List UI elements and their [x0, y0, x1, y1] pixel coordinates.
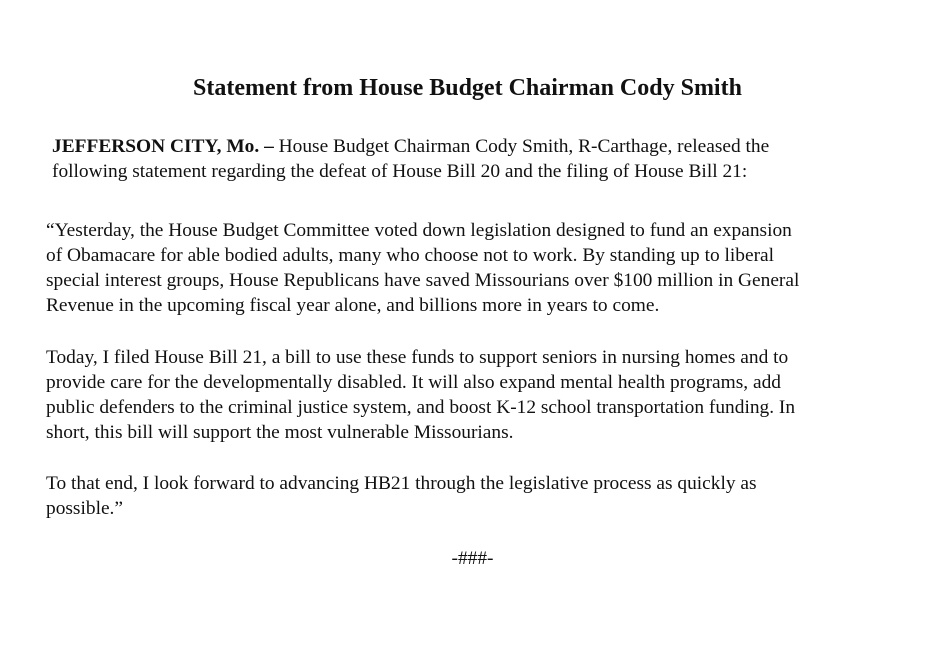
statement-paragraph-1: [46, 218, 916, 318]
paragraph-1-line: of Obamacare for able bodied adults, many who choose not to work. By standing up to liberal: [46, 245, 775, 266]
intro-line-2: following statement regarding the defeat of House Bill 20 and the filing of House Bill 21:: [52, 161, 748, 182]
dateline: JEFFERSON CITY, Mo. –: [52, 136, 274, 157]
intro-text-1: House Budget Chairman Cody Smith, R-Carthage, released the: [278, 136, 770, 157]
paragraph-2-line: provide care for the developmentally disabled. It will also expand mental health programs, add: [46, 372, 781, 393]
paragraph-1-line: “Yesterday, the House Budget Committee voted down legislation designed to fund an expansion: [46, 220, 792, 241]
end-of-release-mark: -###-: [451, 548, 494, 569]
paragraph-3-line: possible.”: [46, 498, 124, 519]
intro-line-1: [52, 134, 912, 159]
paragraph-2-line: short, this bill will support the most vulnerable Missourians.: [46, 422, 514, 443]
paragraph-3-line: To that end, I look forward to advancing HB21 through the legislative process as quickly as: [46, 473, 757, 494]
paragraph-1-line: special interest groups, House Republicans have saved Missourians over $100 million in General: [46, 270, 800, 291]
paragraph-2-line: Today, I filed House Bill 21, a bill to use these funds to support seniors in nursing homes and to: [46, 347, 789, 368]
paragraph-2-line: public defenders to the criminal justice system, and boost K-12 school transportation funding. In: [46, 397, 796, 418]
intro-paragraph: [52, 134, 912, 184]
document-title: Statement from House Budget Chairman Cody Smith: [193, 75, 742, 101]
statement-paragraph-3: [46, 471, 916, 521]
statement-paragraph-2: [46, 345, 916, 445]
paragraph-1-line: Revenue in the upcoming fiscal year alone, and billions more in years to come.: [46, 295, 660, 316]
